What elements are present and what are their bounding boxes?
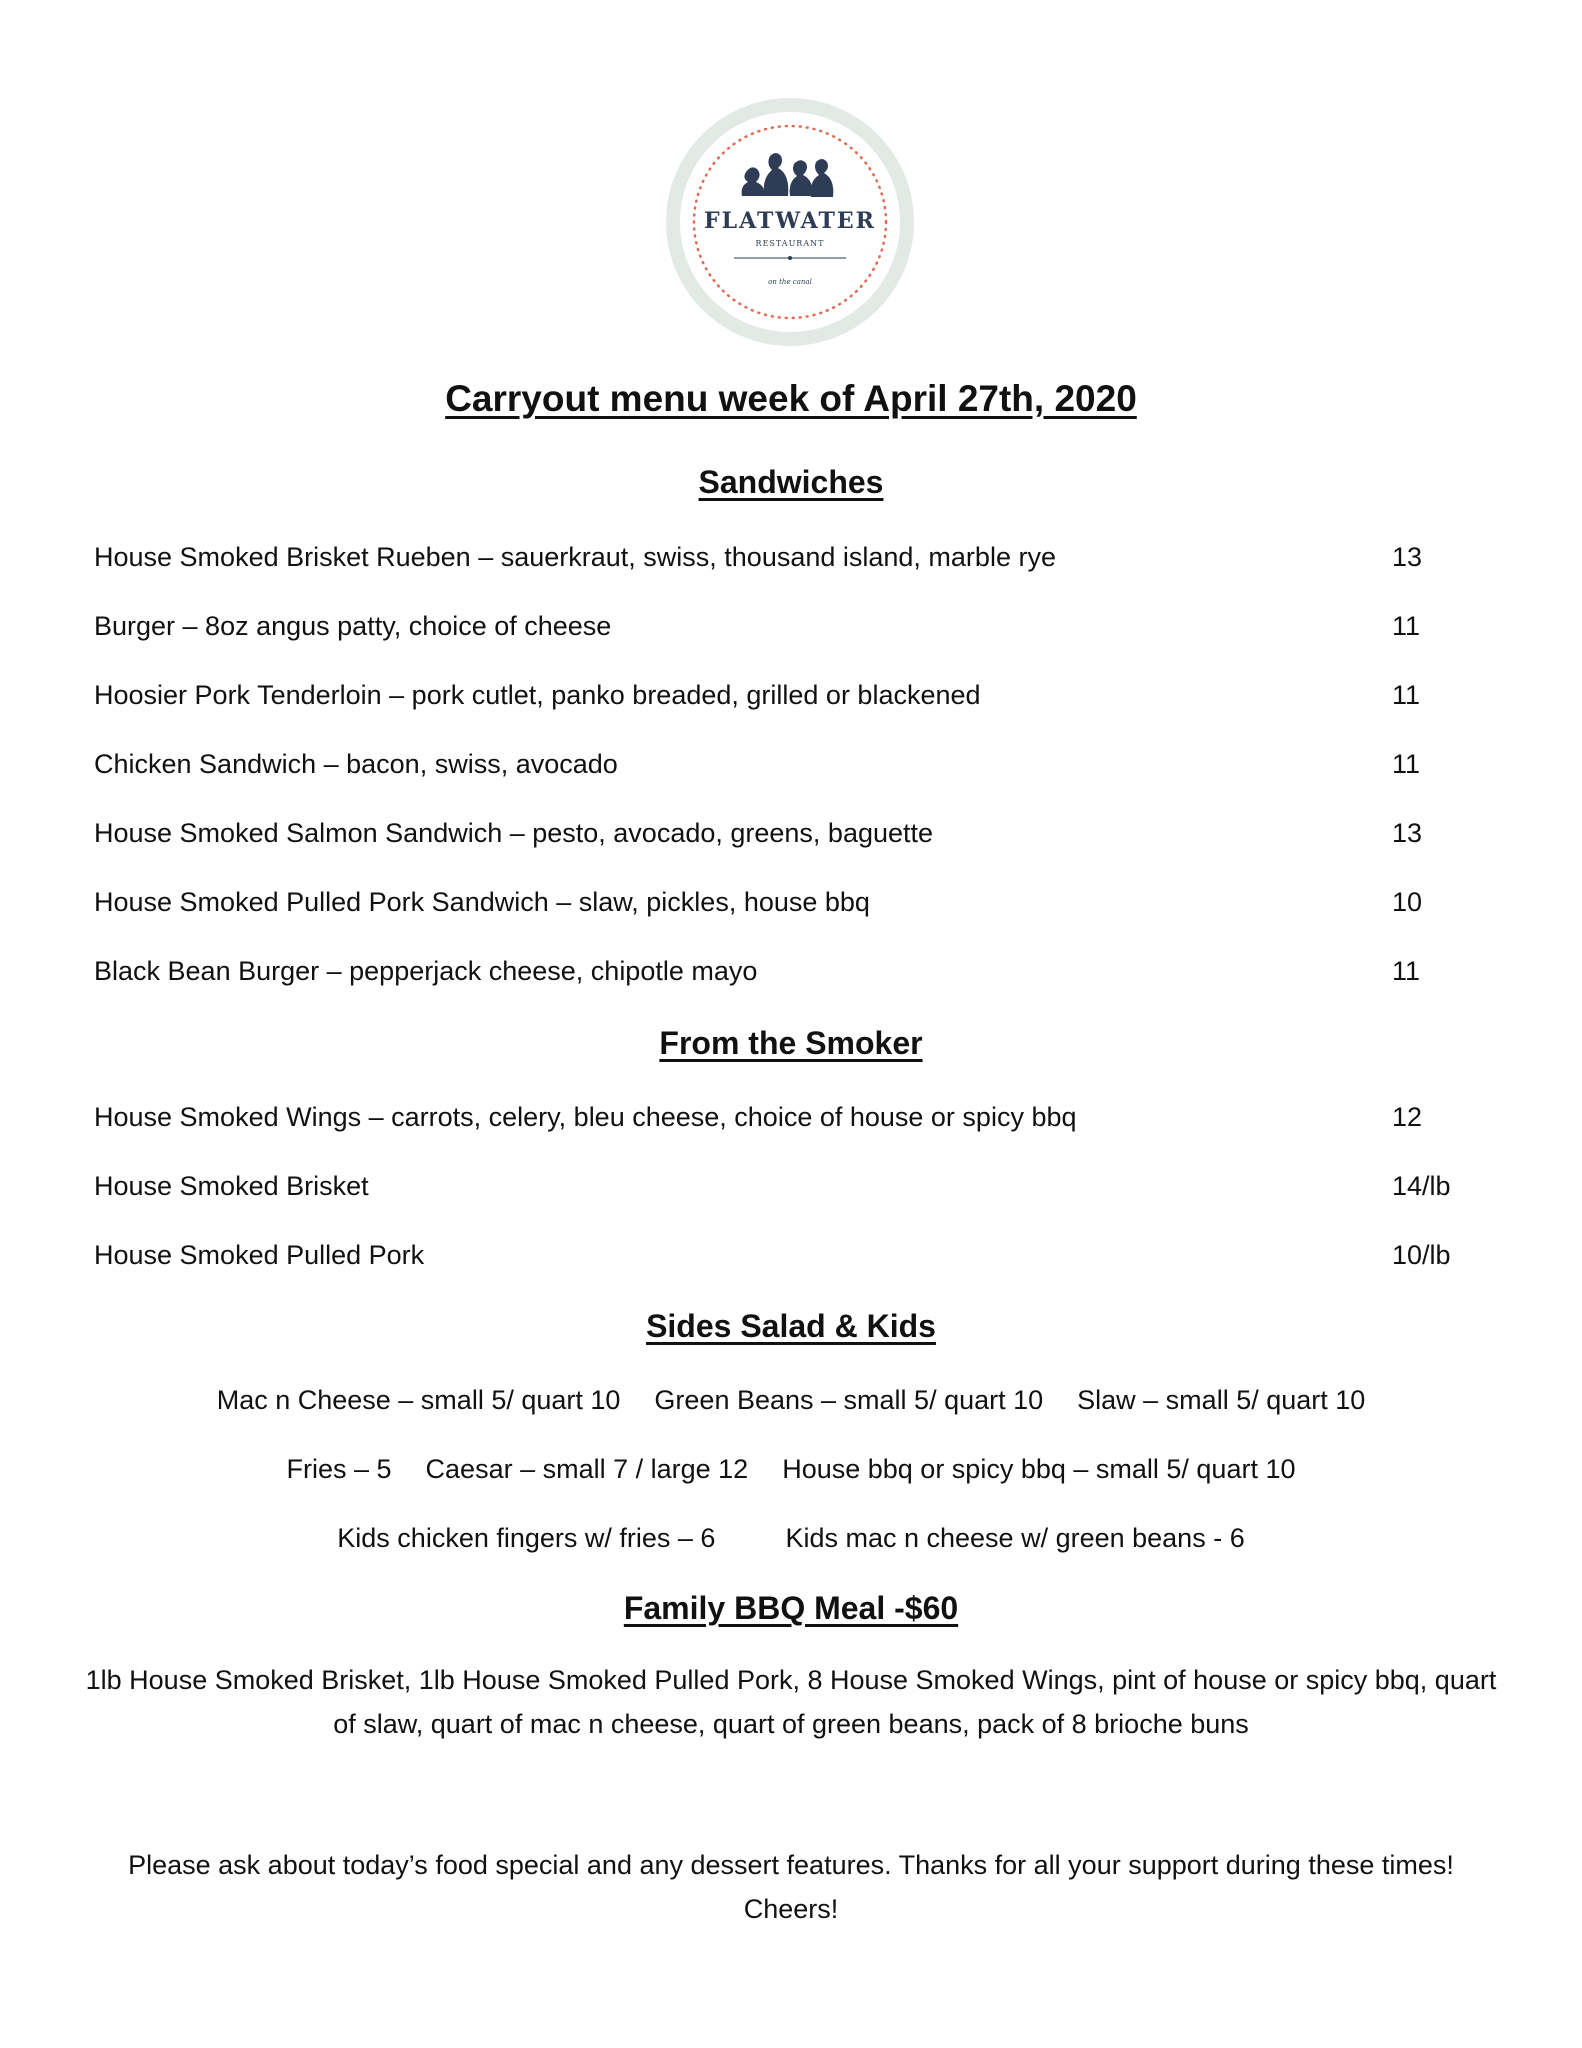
smoker-heading: From the Smoker xyxy=(659,1025,923,1061)
menu-item xyxy=(94,951,1582,991)
menu-item xyxy=(94,882,1582,922)
menu-item-name: House Smoked Pulled Pork xyxy=(94,1240,425,1270)
page-title: Carryout menu week of April 27th, 2020 xyxy=(445,378,1137,419)
menu-item-name: House Smoked Pulled Pork Sandwich – slaw, pickles, house bbq xyxy=(94,887,870,917)
menu-item-price: 10 xyxy=(1392,887,1423,917)
menu-item-price: 12 xyxy=(1392,1102,1423,1132)
menu-item-name: Burger – 8oz angus patty, choice of cheese xyxy=(94,611,612,641)
menu-item-price: 14/lb xyxy=(1392,1171,1451,1201)
side-item: Green Beans – small 5/ quart 10 xyxy=(654,1385,1044,1415)
menu-item-name: Hoosier Pork Tenderloin – pork cutlet, panko breaded, grilled or blackened xyxy=(94,680,981,710)
menu-item-price: 10/lb xyxy=(1392,1240,1451,1270)
side-item: Fries – 5 xyxy=(286,1454,392,1484)
sides-heading: Sides Salad & Kids xyxy=(646,1308,936,1344)
footer-note: Please ask about today’s food special and any dessert features. Thanks for all your support during these times! Cheers! xyxy=(128,1850,1454,1924)
sides-line xyxy=(0,1518,1582,1558)
family-meal-heading: Family BBQ Meal -$60 xyxy=(623,1590,959,1626)
menu-item-name: House Smoked Wings – carrots, celery, bleu cheese, choice of house or spicy bbq xyxy=(94,1102,1077,1132)
menu-item-price: 13 xyxy=(1392,818,1423,848)
menu-item xyxy=(94,606,1582,646)
family-meal-description: 1lb House Smoked Brisket, 1lb House Smoked Pulled Pork, 8 House Smoked Wings, pint of house or spicy bbq, quart of slaw, quart of mac n cheese, quart of green beans, pack of 8 brioche buns xyxy=(85,1665,1497,1739)
menu-item xyxy=(94,537,1582,577)
menu-item xyxy=(94,813,1582,853)
logo-name: FLATWATER xyxy=(704,208,876,234)
side-item: Slaw – small 5/ quart 10 xyxy=(1077,1385,1366,1415)
menu-item-price: 13 xyxy=(1392,542,1423,572)
sandwiches-heading: Sandwiches xyxy=(698,464,884,500)
menu-item xyxy=(94,744,1582,784)
restaurant-logo xyxy=(662,94,918,350)
menu-item-name: House Smoked Brisket xyxy=(94,1171,369,1201)
menu-item-name: Black Bean Burger – pepperjack cheese, chipotle mayo xyxy=(94,956,758,986)
side-item: Caesar – small 7 / large 12 xyxy=(425,1454,749,1484)
menu-item-price: 11 xyxy=(1392,956,1421,986)
logo-subtitle: RESTAURANT xyxy=(755,239,825,248)
menu-item xyxy=(94,675,1582,715)
menu-item-price: 11 xyxy=(1392,680,1421,710)
menu-item-name: House Smoked Salmon Sandwich – pesto, avocado, greens, baguette xyxy=(94,818,934,848)
side-item: Mac n Cheese – small 5/ quart 10 xyxy=(216,1385,621,1415)
side-item: House bbq or spicy bbq – small 5/ quart 10 xyxy=(782,1454,1296,1484)
menu-item xyxy=(94,1166,1582,1206)
side-item: Kids chicken fingers w/ fries – 6 xyxy=(337,1523,716,1553)
menu-item-price: 11 xyxy=(1392,749,1421,779)
menu-item-name: House Smoked Brisket Rueben – sauerkraut, swiss, thousand island, marble rye xyxy=(94,542,1056,572)
menu-item xyxy=(94,1097,1582,1137)
logo-tagline: on the canal xyxy=(768,278,812,286)
side-item: Kids mac n cheese w/ green beans - 6 xyxy=(785,1523,1245,1553)
sides-line xyxy=(0,1449,1582,1489)
menu-item-name: Chicken Sandwich – bacon, swiss, avocado xyxy=(94,749,618,779)
sides-line xyxy=(0,1380,1582,1420)
menu-item xyxy=(94,1235,1582,1275)
menu-item-price: 11 xyxy=(1392,611,1421,641)
